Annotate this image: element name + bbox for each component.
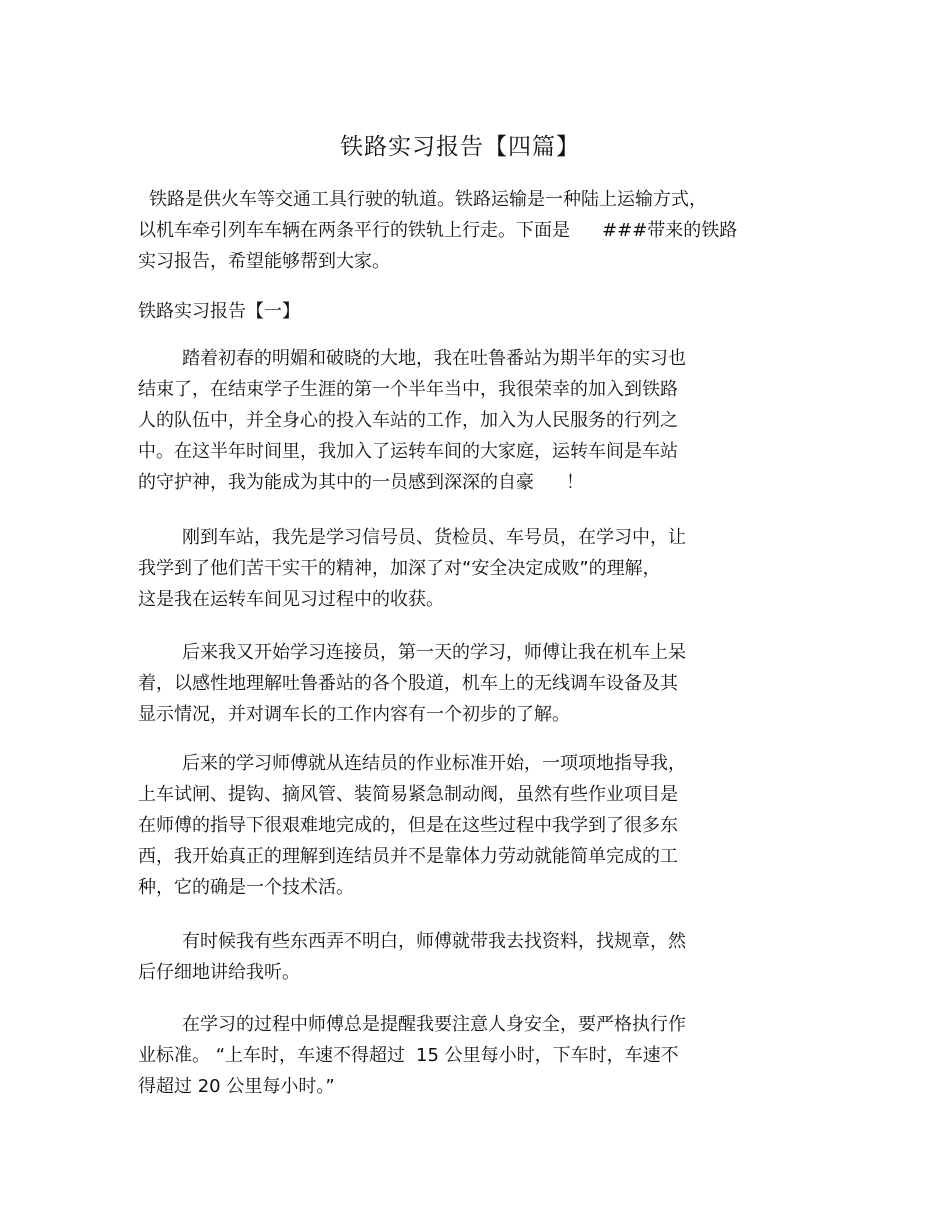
text-line: 的守护神，我为能成为其中的一员感到深深的自豪 (138, 472, 534, 493)
paragraph-6 (138, 1009, 763, 1102)
text-line: 在师傅的指导下很艰难地完成的，但是在这些过程中我学到了很多东 (138, 815, 678, 836)
intro-paragraph (138, 184, 763, 277)
text-line: 西，我开始真正的理解到连结员并不是靠体力劳动就能简单完成的工 (138, 846, 678, 867)
paragraph-2 (138, 522, 763, 615)
text-line: 这是我在运转车间见习过程中的收获。 (138, 589, 444, 610)
text-line: 有时候我有些东西弄不明白，师傅就带我去找资料，找规章，然 (182, 931, 686, 952)
text-line: 人的队伍中，并全身心的投入车站的工作，加入为人民服务的行列之 (138, 410, 678, 431)
text-line: 铁路实习报告【一】 (138, 301, 300, 322)
text-line: ###带来的铁路 (602, 220, 738, 241)
paragraph-4 (138, 748, 763, 903)
text-line: 着，以感性地理解吐鲁番站的各个股道，机车上的无线调车设备及其 (138, 673, 678, 694)
text-line: 铁路是供火车等交通工具行驶的轨道。铁路运输是一种陆上运输方式， (149, 189, 707, 210)
text-line: 后来的学习师傅就从连结员的作业标准开始，一项项地指导我， (182, 753, 686, 774)
text-line: 上车试闸、提钩、摘风管、装简易紧急制动阀，虽然有些作业项目是 (138, 784, 678, 805)
text-line: 种，它的确是一个技术活。 (138, 877, 354, 898)
text-line: 我学到了他们苦干实干的精神，加深了对“安全决定成败”的理解， (138, 558, 661, 579)
text-line: 以机车牵引列车车辆在两条平行的铁轨上行走。下面是 (138, 220, 570, 241)
text-line: 刚到车站，我先是学习信号员、货检员、车号员，在学习中，让 (182, 527, 686, 548)
paragraph-5 (138, 926, 763, 988)
text-line: 业标准。 “上车时，车速不得超过 (138, 1045, 406, 1066)
text-line: 中。在这半年时间里，我加入了运转车间的大家庭，运转车间是车站 (138, 441, 678, 462)
text-line: 结束了，在结束学子生涯的第一个半年当中，我很荣幸的加入到铁路 (138, 379, 678, 400)
text-line: 后来我又开始学习连接员，第一天的学习，师傅让我在机车上呆 (182, 642, 686, 663)
text-line: 在学习的过程中师傅总是提醒我要注意人身安全，要严格执行作 (182, 1014, 686, 1035)
text-line: 得超过 20 公里每小时。” (138, 1076, 335, 1097)
paragraph-3 (138, 637, 763, 730)
text-line: 踏着初春的明媚和破晓的大地，我在吐鲁番站为期半年的实习也 (182, 348, 686, 369)
page-title: 铁路实习报告【四篇】 (340, 134, 580, 160)
text-line: 显示情况，并对调车长的工作内容有一个初步的了解。 (138, 704, 570, 725)
paragraph-1 (138, 343, 763, 498)
text-line: 实习报告，希望能够帮到大家。 (138, 251, 390, 272)
text-line: ！ (566, 472, 584, 493)
text-line: 后仔细地讲给我听。 (138, 962, 300, 983)
section-heading (138, 296, 763, 327)
text-line: 15 公里每小时，下车时，车速不 (416, 1045, 679, 1066)
